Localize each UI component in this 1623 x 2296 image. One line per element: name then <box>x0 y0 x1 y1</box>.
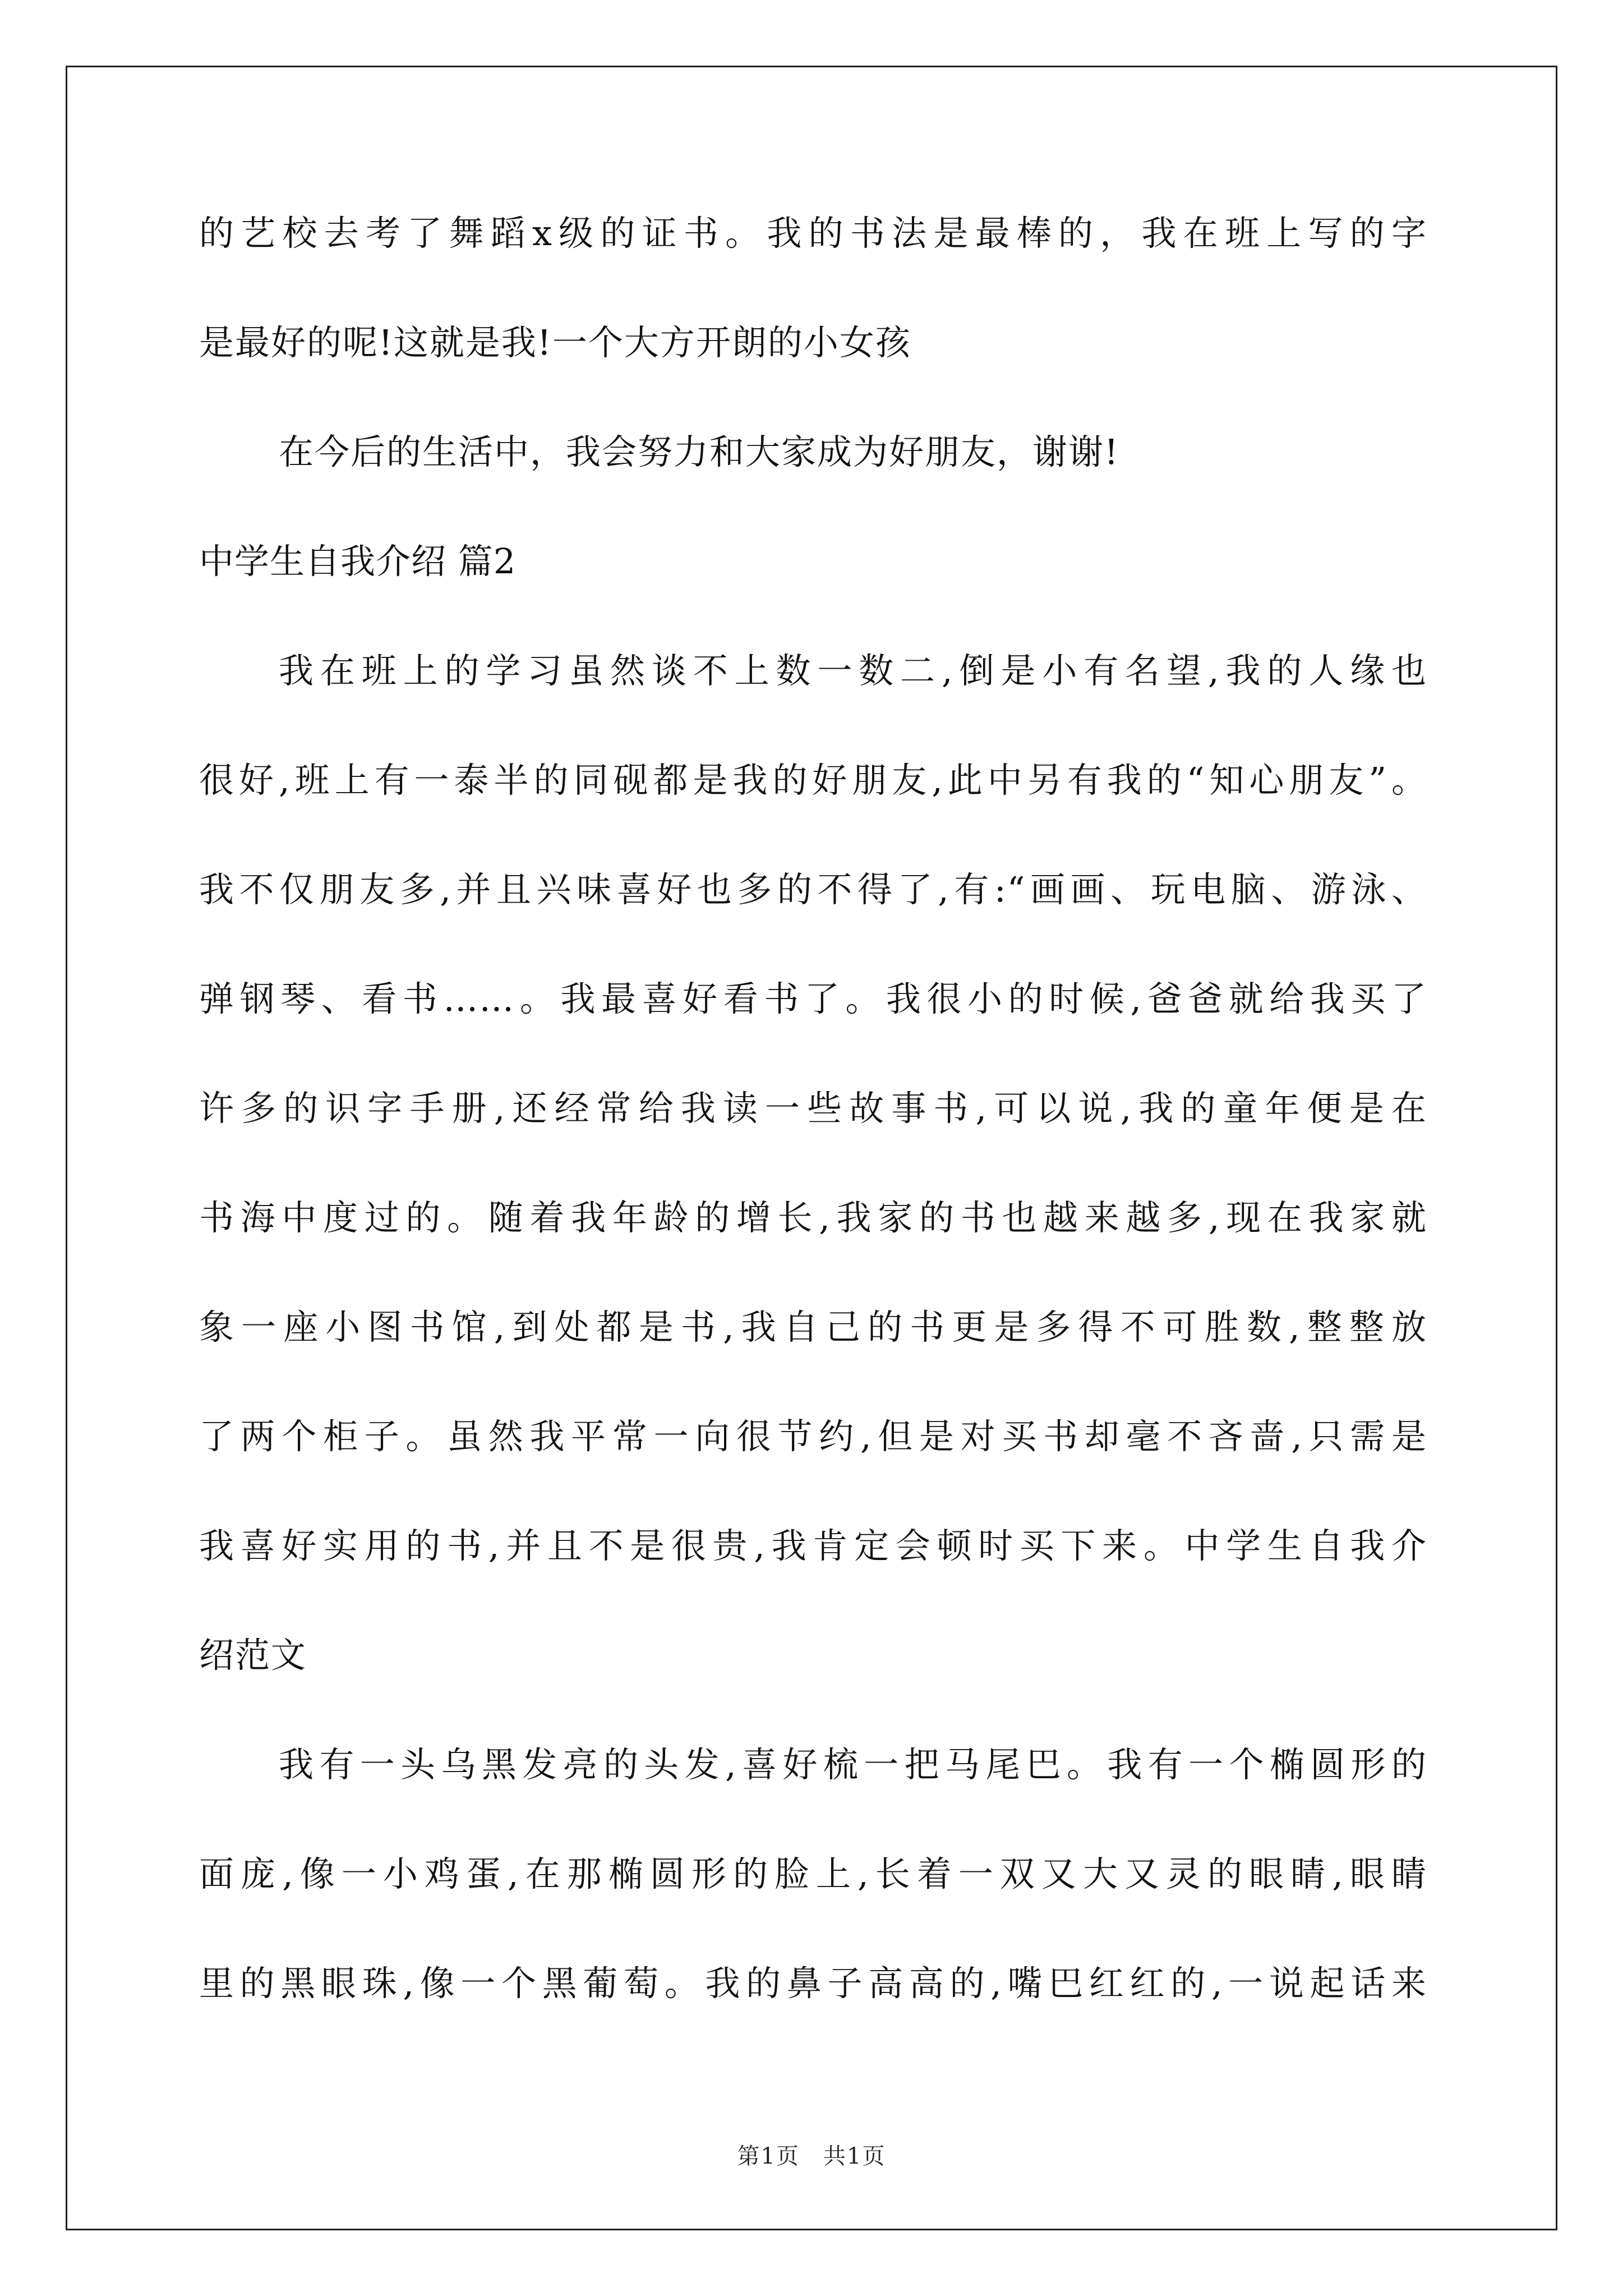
text-line-14: 绍范文 <box>199 1635 307 1676</box>
text-line-16: 面庞,像一小鸡蛋,在那椭圆形的脸上,长着一双又大又灵的眼睛,眼睛 <box>199 1854 1427 1894</box>
text-line-8: 弹钢琴、看书……。我最喜好看书了。我很小的时候,爸爸就给我买了 <box>199 979 1427 1019</box>
text-line-17: 里的黑眼珠,像一个黑葡萄。我的鼻子高高的,嘴巴红红的,一说起话来 <box>199 1963 1427 2004</box>
text-line-10: 书海中度过的。随着我年龄的增长,我家的书也越来越多,现在我家就 <box>199 1198 1427 1238</box>
text-line-5: 我在班上的学习虽然谈不上数一数二,倒是小有名望,我的人缘也 <box>279 651 1427 691</box>
text-line-1: 的艺校去考了舞蹈x级的证书。我的书法是最棒的，我在班上写的字 <box>199 213 1427 254</box>
text-line-12: 了两个柜子。虽然我平常一向很节约,但是对买书却毫不吝啬,只需是 <box>199 1416 1427 1457</box>
page-number-footer: 第1页 共1页 <box>737 2143 886 2169</box>
closing-paragraph: 在今后的生活中，我会努力和大家成为好朋友，谢谢! <box>279 431 1119 472</box>
text-line-6: 很好,班上有一泰半的同砚都是我的好朋友,此中另有我的“知心朋友”。 <box>199 760 1427 800</box>
text-line-13: 我喜好实用的书,并且不是很贵,我肯定会顿时买下来。中学生自我介 <box>199 1526 1427 1566</box>
text-line-7: 我不仅朋友多,并且兴味喜好也多的不得了,有:“画画、玩电脑、游泳、 <box>199 869 1427 910</box>
text-line-11: 象一座小图书馆,到处都是书,我自己的书更是多得不可胜数,整整放 <box>199 1307 1427 1347</box>
section-heading: 中学生自我介绍 篇2 <box>199 541 517 582</box>
text-line-9: 许多的识字手册,还经常给我读一些故事书,可以说,我的童年便是在 <box>199 1088 1427 1129</box>
text-line-2: 是最好的呢!这就是我!一个大方开朗的小女孩 <box>199 322 911 363</box>
text-line-15: 我有一头乌黑发亮的头发,喜好梳一把马尾巴。我有一个椭圆形的 <box>279 1745 1427 1785</box>
document-body <box>199 213 1427 2073</box>
